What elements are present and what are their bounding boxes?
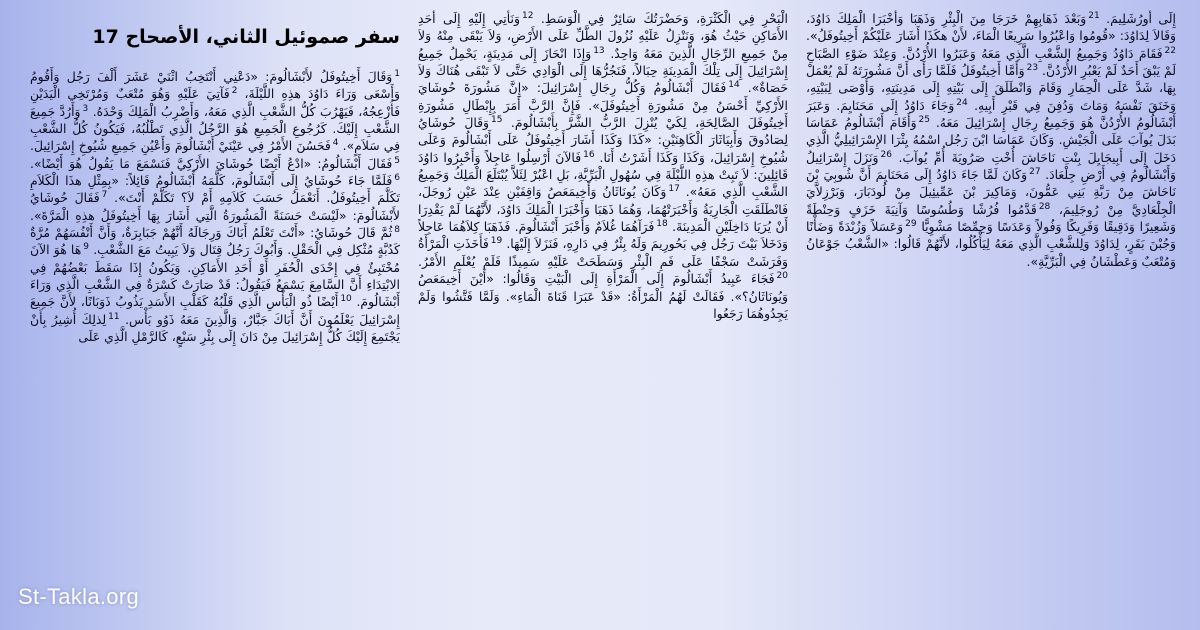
verse-number: 27 bbox=[1029, 166, 1041, 177]
verse-number: 24 bbox=[956, 97, 968, 108]
verse-text: فَأَخَذَتِ الْمَرْأَةُ وَفَرَشَتْ سَجْفًا عَلَى فَمِ الْبِئْرِ وَسَطَحَتْ عَلَيْهِ سَمِيذًا فَلَمْ يُعْلَمِ الأَمْرُ. bbox=[418, 236, 788, 269]
verse-number: 1 bbox=[394, 68, 400, 79]
verse-number: 2 bbox=[231, 86, 238, 97]
verse bbox=[1106, 11, 1176, 26]
verse-text: الْبَحْرِ فِي الْكَثْرَةِ، وَحَضْرَتُكَ سَائِرٌ فِي الْوَسَطِ. bbox=[540, 11, 788, 26]
chapter-title: سفر صموئيل الثاني، الأصحاح 17 bbox=[92, 26, 400, 48]
verse-text: وَبَعْدَ ذَهَابِهِمْ خَرَجَا مِنَ الْبِئْرِ وَذَهَبَا وَأَخْبَرَا الْمَلِكَ دَاوُدَ، وَقَالاَ لِدَاوُدَ: «قُومُوا وَاعْبُرُوا سَرِيعًا الْمَاءَ، لأَنْ هكَذَا أَشَارَ عَلَيْكُمْ أَخِيتُوفَلُ». bbox=[806, 11, 1176, 44]
verse-text: فَالآنَ أَرْسِلُوا عَاجِلاً وَأَخْبِرُوا دَاوُدَ قَائِلِينَ: لاَ تَبِتْ هذِهِ اللَّيْلَةَ فِي سُهُولِ الْبَرِّيَّةِ، بَلِ اعْبُرْ لِئَلاَّ يُبْتَلَعَ الْمَلِكُ وَجَمِيعُ الشَّعْبِ الَّذِي مَعَهُ». bbox=[418, 149, 788, 200]
verse-number: 29 bbox=[905, 219, 917, 229]
verse-number: 11 bbox=[108, 311, 120, 322]
verse-number: 13 bbox=[593, 45, 605, 56]
verse-text: لِذلِكَ أُشِيرُ بِأَنْ يَجْتَمِعَ إِلَيْكَ كُلُّ إِسْرَائِيلَ مِنْ دَانَ إِلَى بِئْرِ سَبْعٍ، كَالرَّمْلِ الَّذِي عَلَى bbox=[30, 311, 400, 345]
verse-number: 3 bbox=[82, 103, 89, 114]
verse-text: وَعَسَلاً وَزُبْدَةً وَضَأْنًا وَجُبْنَ بَقَرٍ، لِدَاوُدَ وَلِلشَّعْبِ الَّذِي مَعَهُ لِيَأْكُلُوا، لأَنَّهُمْ قَالُوا: «الشَّعْبُ جَوْعَانُ وَمُتْعَبٌ وَعَطْشَانُ فِي الْبَرِّيَّةِ». bbox=[806, 219, 1176, 269]
verse-number: 8 bbox=[394, 224, 400, 235]
verse-number: 10 bbox=[340, 294, 352, 305]
verse-number: 19 bbox=[490, 236, 503, 247]
verse-text: فَقَالَ أَبْشَالُومُ وَكُلُّ رِجَالِ إِسْرَائِيلَ: «إِنَّ مَشُورَةَ حُوشَايَ الأَرْكِيِّ أَحْسَنُ مِنْ مَشُورَةِ أَخِيتُوفَلَ». فَإِنَّ الرَّبَّ أَمَرَ بِإِبْطَالِ مَشُورَةِ أَخِيتُوفَلَ الصَّالِحَةِ، لِكَيْ يُنْزِلَ الرَّبُّ الشَّرَّ بِأَبْشَالُومَ. bbox=[418, 80, 788, 131]
site-watermark: St-Takla.org bbox=[18, 584, 139, 609]
verse-text: وَنَأْتِي إِلَيْهِ إِلَى أَحَدِ الأَمَاكِنِ حَيْثُ هُوَ، وَنَنْزِلُ عَلَيْهِ نُزُولَ الطَّلِّ عَلَى الأَرْضِ، وَلاَ يَبْقَى مِنْهُ وَلاَ مِنْ جَمِيعِ الرِّجَالِ الَّذِينَ مَعَهُ وَاحِدٌ. bbox=[418, 11, 788, 61]
verse-text: أَيْضًا ذُو الْبَأْسِ الَّذِي قَلْبُهُ كَقَلْبِ الأَسَدِ يَذُوبُ ذَوَبَانًا، لأَنَّ جَمِيعَ إِسْرَائِيلَ يَعْلَمُونَ أَنَّ أَبَاكَ جَبَّارٌ، وَالَّذِينَ مَعَهُ ذَوُو بَأْس. bbox=[30, 294, 400, 327]
verse-number: 17 bbox=[668, 184, 680, 195]
verse-text: وَأَمَّا أَخِيتُوفَلُ فَلَمَّا رَأَى أَنَّ مَشُورَتَهُ لَمْ يُعْمَلْ بِهَا، شَدَّ عَلَى الْحِمَارِ وَقَامَ وَانْطَلَقَ إِلَى بَيْتِهِ إِلَى مَدِينَتِهِ، وَأَوْصَى لِبَيْتِهِ، وَخَنَقَ نَفْسَهُ وَمَاتَ وَدُفِنَ فِي قَبْرِ أَبِيهِ. bbox=[806, 63, 1176, 113]
column-3 bbox=[806, 10, 1176, 622]
verse-text: فَآتِيَ عَلَيْهِ وَهُوَ مُتْعَبٌ وَمُرْتَخِي الْيَدَيْنِ فَأُزْعِجُهُ، فَيَهْرُبَ كُلُّ الشَّعْبِ الَّذِي مَعَهُ، وَأَضْرِبُ الْمَلِكَ وَحْدَهُ. bbox=[30, 86, 400, 119]
column-3-body bbox=[806, 10, 1176, 270]
verse-text: ثُمَّ قَالَ حُوشَايُ: «أَنْتَ تَعْلَمُ أَبَاكَ وَرِجَالَهُ أَنَّهُمْ جَبَابِرَةٌ، وَأَنَّ أَنْفُسَهُمْ مُرَّةٌ كَدُبَّةٍ مُثْكِل فِي الْحَقْلِ. وَأَبُوكَ رَجُلُ قِتَال وَلاَ يَبِيتُ مَعَ الشَّعْبِ. bbox=[30, 225, 400, 258]
verse-number: 5 bbox=[394, 155, 400, 166]
verse-number: 4 bbox=[332, 138, 339, 149]
verse-text: وَإِذَا انْحَازَ إِلَى مَدِينَةٍ، يَحْمِلُ جَمِيعُ إِسْرَائِيلَ إِلَى تِلْكَ الْمَدِينَةِ حِبَالاً، فَنَجُرُّهَا إِلَى الْوَادِي حَتَّى لاَ تَبْقَى هُنَاكَ وَلاَ حَصَاةٌ». bbox=[418, 45, 788, 96]
verse-text: وَكَانَ يُونَاثَانُ وَأَخِيمَعَصُ وَاقِفَيْنِ عِنْدَ عَيْنِ رُوجَلَ، فَانْطَلَقَتِ الْجَارِيَةُ وَأَخْبَرَتْهُمَا، وَهُمَا ذَهَبَا وَأَخْبَرَا الْمَلِكَ دَاوُدَ، لأَنَّهُمَا لَمْ يَقْدِرَا أَنْ يُرَيَا دَاخِلَيْنِ الْمَدِينَةَ. bbox=[418, 184, 788, 235]
column-2-body bbox=[418, 10, 788, 322]
verse-number: 15 bbox=[491, 114, 503, 125]
verse-text: وَقَالَ أَخِيتُوفَلُ لأَبْشَالُومَ: «دَعْنِي أَنْتَخِبُ اثْنَيْ عَشَرَ أَلْفَ رَجُل وَأَقُومُ وَأَسْعَى وَرَاءَ دَاوُدَ هذِهِ اللَّيْلَةَ، bbox=[30, 69, 400, 102]
verse-text: قَدَّمُوا فُرُشًا وَطُسُوسًا وَآنِيَةَ خَزَفٍ وَحِنْطَةً وَشَعِيرًا وَدَقِيقًا وَفَرِيكًا وَفُولاً وَعَدَسًا وَحِمِّصًا مَشْوِيًّا bbox=[806, 201, 1176, 235]
verse bbox=[541, 11, 788, 26]
column-1-body bbox=[30, 68, 400, 346]
verse-number: 22 bbox=[1164, 45, 1176, 56]
verse-text: فَرَآهُمَا غُلاَمٌ وَأَخْبَرَ أَبْشَالُومَ. فَذَهَبَا كِلاَهُمَا عَاجِلاً وَدَخَلاَ بَيْتَ رَجُل فِي بَحُورِيمَ وَلَهُ بِئْرٌ فِي دَارِهِ، فَنَزَلاَ إِلَيْهَا. bbox=[418, 219, 788, 252]
verse-number: 12 bbox=[521, 10, 534, 21]
verse-text: وَأَقَامَ أَبْشَالُومُ عَمَاسَا بَدَلَ يُوآبَ عَلَى الْجَيْشِ. وَكَانَ عَمَاسَا ابْنَ رَجُل اسْمُهُ يِثْرَا الإِسْرَائِيلِيُّ الَّذِي دَخَلَ إِلَى أَبِيجَايِلَ بِنْتِ نَاحَاشَ أُخْتِ صَرُويَةَ أُمِّ يُوآبَ. bbox=[806, 115, 1176, 165]
verse-number: 23 bbox=[1026, 62, 1039, 73]
column-1 bbox=[30, 10, 400, 622]
verse-text: فَقَامَ دَاوُدُ وَجَمِيعُ الشَّعْبِ الَّذِي مَعَهُ وَعَبَرُوا الأُرْدُنَّ. وَعِنْدَ ضَوْءِ الصَّبَاحِ لَمْ يَبْقَ أَحَدٌ لَمْ يَعْبُرِ الأُرْدُنَّ. bbox=[806, 45, 1176, 79]
verse-number: 9 bbox=[83, 242, 89, 253]
verse-number: 16 bbox=[583, 149, 595, 160]
verse-text: وَنَزَلَ إِسْرَائِيلُ وَأَبْشَالُومُ فِي أَرْضِ جِلْعَادَ. bbox=[806, 149, 1176, 183]
verse bbox=[30, 138, 339, 153]
verse-number: 7 bbox=[101, 190, 108, 201]
text-columns bbox=[30, 10, 1180, 625]
verse-text: وَكَانَ لَمَّا جَاءَ دَاوُدُ إِلَى مَحَنَايِمَ أَنَّ شُوبِيَ بْنَ نَاحَاشَ مِنْ رَبَّةِ بَنِي عَمُّونَ، وَمَاكِيرَ بْنَ عَمِّيئِيلَ مِنْ لُودَبَارَ، وَبَرْزِلاَّيَ الْجِلْعَادِيَّ مِنْ رُوجَلِيمَ، bbox=[806, 167, 1176, 217]
column-2 bbox=[418, 10, 788, 622]
verse-number: 26 bbox=[880, 149, 892, 160]
verse-text: وَأَرُدَّ جَمِيعَ الشَّعْبِ إِلَيْكَ. كَرُجُوعِ الْجَمِيعِ هُوَ الرَّجُلُ الَّذِي تَطْلُبُهُ، فَيَكُونُ كُلُّ الشَّعْبِ فِي سَلاَمٍ». bbox=[30, 103, 400, 154]
verse-text: فَحَسُنَ الأَمْرُ فِي عَيْنَيْ أَبْشَالُومَ وَأَعْيُنِ جَمِيعِ شُيُوخِ إِسْرَائِيلَ. bbox=[30, 138, 331, 154]
verse-number: 14 bbox=[728, 80, 740, 91]
verse bbox=[30, 156, 400, 171]
verse-text: وَجَاءَ دَاوُدُ إِلَى مَحَنَايِمَ. وَعَبَرَ أَبْشَالُومُ الأُرْدُنَّ هُوَ وَجَمِيعُ رِجَالِ إِسْرَائِيلَ مَعَهُ. bbox=[806, 97, 1176, 131]
verse-text: فَقَالَ حُوشَايُ لأَبْشَالُومَ: «لَيْسَتْ حَسَنَةً الْمَشُورَةُ الَّتِي أَشَارَ بِهَا أَخِيتُوفَلُ هذِهِ الْمَرَّةَ». bbox=[30, 190, 400, 223]
verse-text: إِلَى أُورُشَلِيمَ. bbox=[1106, 11, 1176, 26]
verse-number: 21 bbox=[1088, 10, 1100, 21]
verse-number: 28 bbox=[1038, 201, 1051, 212]
verse-number: 20 bbox=[776, 271, 788, 282]
verse-text: فَقَالَ أَبْشَالُومُ: «ادْعُ أَيْضًا حُوشَايَ الأَرْكِيَّ فَنَسْمَعَ مَا يَقُولُ هُوَ أَيْضًا». bbox=[30, 155, 393, 171]
verse-number: 18 bbox=[656, 219, 668, 229]
verse bbox=[418, 271, 788, 321]
verse-text: فَلَمَّا جَاءَ حُوشَايُ إِلَى أَبْشَالُومَ، كَلَّمَهُ أَبْشَالُومُ قَائِلاً: «بِمِثْلِ هذَا الْكَلاَمِ تَكَلَّمَ أَخِيتُوفَلُ. أَنَعْمَلُ حَسَبَ كَلاَمِهِ أَمْ لاَ؟ تَكَلَّمْ أَنْتَ». bbox=[30, 173, 400, 206]
verse-text: هَا هُوَ الآنَ مُخْتَبِئٌ فِي إِحْدَى الْحُفَرِ أَوْ أَحَدِ الأَمَاكِنِ. وَيَكُونُ إِذَا سَقَطَ بَعْضُهُمْ فِي الابْتِدَاءِ أَنَّ السَّامِعَ يَسْمَعُ فَيَقُولُ: قَدْ صَارَتْ كَسْرَةٌ فِي الشَّعْبِ الَّذِي وَرَاءَ أَبْشَالُومَ. bbox=[30, 242, 400, 310]
verse-text: فَجَاءَ عَبِيدُ أَبْشَالُومَ إِلَى الْمَرْأَةِ إِلَى الْبَيْتِ وَقَالُوا: «أَيْنَ أَخِيمَعَصُ وَيُونَاثَانُ؟». فَقَالَتْ لَهُمُ الْمَرْأَةُ: «قَدْ عَبَرَا قَنَاةَ الْمَاءِ». وَلَمَّا فَتَّشُوا وَلَمْ يَجِدُوهُمَا رَجَعُوا bbox=[418, 271, 788, 321]
verse-number: 25 bbox=[918, 114, 930, 125]
verse-text: وَقَالَ حُوشَايُ لِصَادُوقَ وَأَبِيَاثَارَ الْكَاهِنَيْنِ: «كَذَا وَكَذَا أَشَارَ أَخِيتُوفَلُ عَلَى أَبْشَالُومَ وَعَلَى شُيُوخِ إِسْرَائِيلَ، وَكَذَا وَكَذَا أَشَرْتُ أَنَا. bbox=[418, 115, 788, 165]
verse-number: 6 bbox=[394, 172, 400, 183]
